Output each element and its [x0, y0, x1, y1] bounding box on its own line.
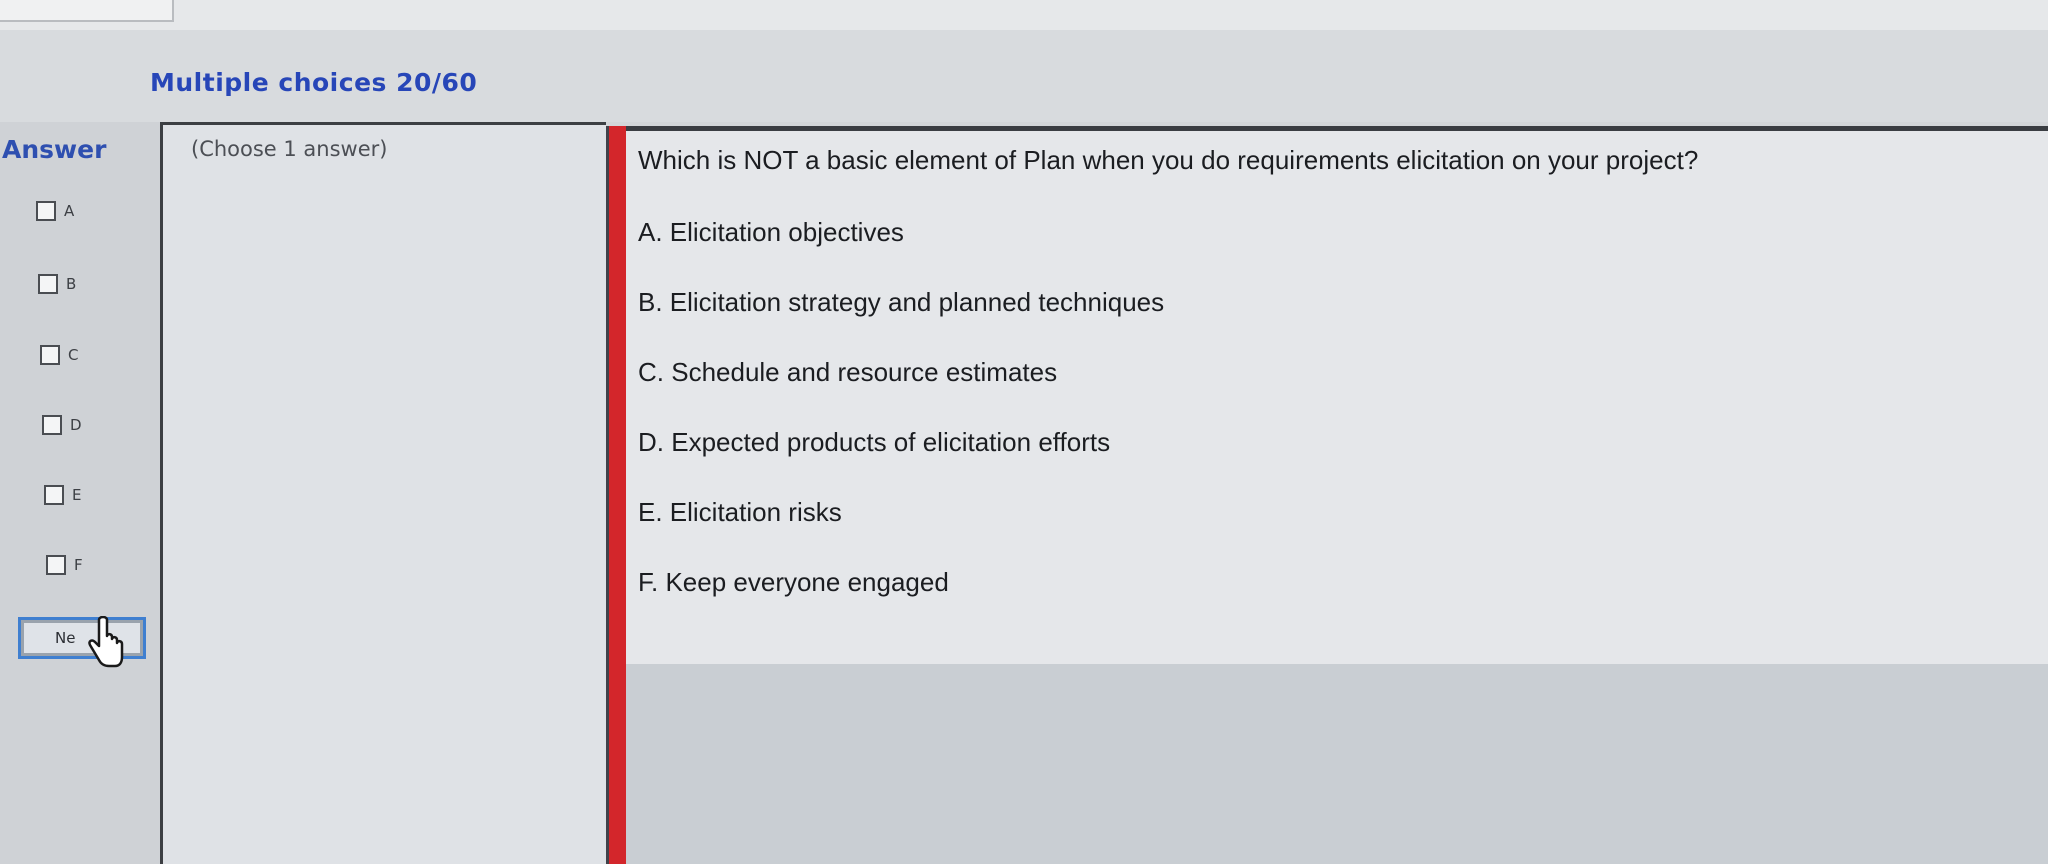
option-f: F. Keep everyone engaged [638, 567, 949, 597]
choice-letter: E [72, 486, 82, 504]
answer-choice-c[interactable] [40, 340, 78, 370]
option-c: C. Schedule and resource estimates [638, 357, 1058, 387]
answer-heading: Answer [2, 135, 107, 164]
question-panel [626, 126, 2048, 664]
next-button[interactable] [18, 617, 146, 659]
option-a: A. Elicitation objectives [638, 217, 904, 247]
question-text: Which is NOT a basic element of Plan when you do requirements elicitation on your project? [638, 145, 1699, 175]
option-b: B. Elicitation strategy and planned techniques [638, 287, 1165, 317]
choice-letter: F [74, 556, 83, 574]
answer-choice-e[interactable] [44, 480, 81, 510]
next-button-label: Ne [55, 629, 76, 647]
previous-tab-edge [0, 0, 174, 22]
checkbox-e[interactable] [44, 485, 64, 505]
quiz-title: Multiple choices 20/60 [150, 68, 478, 97]
answer-choice-d[interactable] [42, 410, 82, 440]
instructions-panel [160, 122, 606, 864]
choice-letter: C [68, 346, 79, 364]
red-divider [606, 126, 626, 864]
answer-choice-a[interactable] [36, 196, 74, 226]
answer-choice-b[interactable] [38, 269, 76, 299]
choice-letter: B [66, 275, 77, 293]
checkbox-c[interactable] [40, 345, 60, 365]
checkbox-f[interactable] [46, 555, 66, 575]
choice-letter: A [64, 202, 75, 220]
checkbox-d[interactable] [42, 415, 62, 435]
hand-pointer-icon [85, 616, 125, 672]
answer-choice-f[interactable] [46, 550, 83, 580]
choice-letter: D [70, 416, 82, 434]
checkbox-a[interactable] [36, 201, 56, 221]
choose-note: (Choose 1 answer) [191, 137, 388, 161]
option-e: E. Elicitation risks [638, 497, 842, 527]
top-strip [0, 0, 2048, 31]
checkbox-b[interactable] [38, 274, 58, 294]
lower-empty-area [626, 664, 2048, 864]
option-d: D. Expected products of elicitation efforts [638, 427, 1111, 457]
